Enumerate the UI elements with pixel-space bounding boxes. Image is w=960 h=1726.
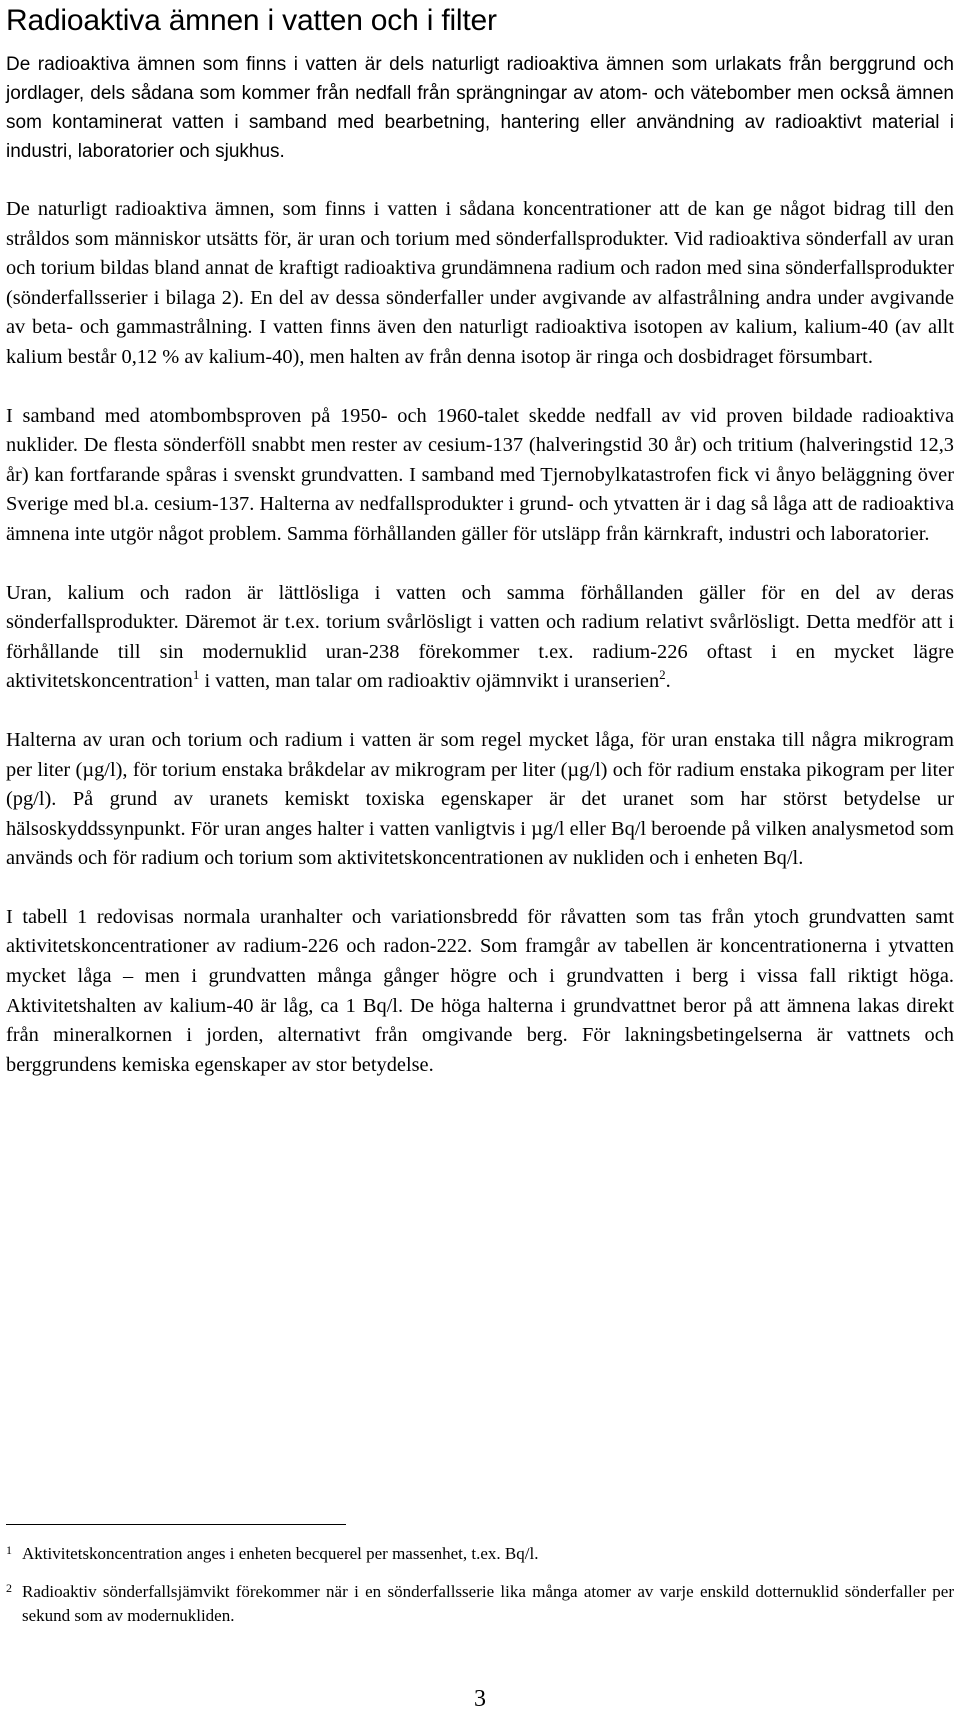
footnotes [6,1542,954,1642]
footnote-text: Aktivitetskoncentration anges i enheten becquerel per massenhet, t.ex. Bq/l. [22,1544,539,1563]
footnote-ref-1[interactable]: 1 [192,667,200,683]
paragraph-natural-radioactivity: De naturligt radioaktiva ämnen, som finns i vatten i sådana koncentrationer att de kan ge något bidrag till den stråldos som människor utsätts för, är uran och torium med sönderfallsprodukter. Vid radioaktiva sönderfall av uran och torium bildas bland annat de kraftigt radioaktiva grundämnena radium och radon med sina sönderfallsprodukter (sönderfallsserier i bilaga 2). En del av dessa sönderfaller under avgivande av alfastrålning andra under avgivande av beta- och gammastrålning. I vatten finns även den naturligt radioaktiva isotopen av kalium, kalium-40 (av allt kalium består 0,12 % av kalium-40), men halten av från denna isotop är ringa och dosbidraget försumbart. [6,198,954,368]
paragraph-table-reference: I tabell 1 redovisas normala uranhalter och variationsbredd för råvatten som tas från ytoch grundvatten samt aktivitetskoncentrationer av radium-226 och radon-222. Som framgår av tabellen är koncentrationerna i ytvatten mycket låga – men i grundvatten många gånger högre och i grundvatten i berg i vissa fall riktigt höga. Aktivitetshalten av kalium-40 är låg, ca 1 Bq/l. De höga halterna i grundvattnet beror på att ämnena lakas direkt från mineralkornen i jorden, alternativt från omgivande berg. För lakningsbetingelserna är vattnets och berggrundens kemiska egenskaper av stor betydelse. [6,905,954,1076]
page-number: 3 [474,1686,486,1712]
footnote-2 [6,1580,954,1628]
paragraph-solubility [6,579,954,697]
footnote-separator [6,1524,346,1525]
paragraph-fallout: I samband med atombombsproven på 1950- och 1960-talet skedde nedfall av vid proven bildade radioaktiva nuklider. De flesta sönderföll snabbt men rester av cesium-137 (halveringstid 30 år) och tritium (halveringstid 12,3 år) kan fortfarande spåras i svenskt grundvatten. I samband med Tjernobylkatastrofen fick vi ånyo beläggning över Sverige med bl.a. cesium-137. Halterna av nedfallsprodukter i grund- och ytvatten är i dag så låga att de radioaktiva ämnena inte utgör något problem. Samma förhållanden gäller för utsläpp från kärnkraft, industri och laboratorier. [6,404,954,545]
footnote-ref-2[interactable]: 2 [659,667,666,683]
paragraph-spacer [6,874,954,903]
intro-paragraph: De radioaktiva ämnen som finns i vatten är dels naturligt radioaktiva ämnen som urlakats från berggrund och jordlager, dels sådana som kommer från nedfall från sprängningar av atom- och vätebomber men också ämnen som kontaminerat vatten i samband med bearbetning, hantering eller användning av radioaktivt material i industri, laboratorier och sjukhus. [6,54,954,162]
paragraph-spacer [6,550,954,579]
footnote-text: Radioaktiv sönderfallsjämvikt förekommer när i en sönderfallsserie lika många atomer av varje enskild dotternuklid sönderfaller per sekund som av modernukliden. [22,1582,954,1625]
footnote-number: 2 [6,1581,12,1595]
paragraph-spacer [6,373,954,402]
paragraph-solubility-part3: . [665,670,671,693]
footnote-number: 1 [6,1543,12,1557]
paragraph-solubility-part1: Uran, kalium och radon är lättlösliga i vatten och samma förhållanden gäller för en del av deras sönderfallsprodukter. Däremot är t.ex. torium svårlösligt i vatten och radium relativt svårlösligt. Detta medför att i förhållande till sin modernuklid uran-238 förekommer t.ex. radium-226 oftast i en mycket lägre aktivitetskoncentration [6,581,954,693]
document-page [6,0,954,1080]
paragraph-solubility-part2: i vatten, man talar om radioaktiv ojämnvikt i uranserien [199,670,660,693]
footnote-1 [6,1542,954,1566]
paragraph-concentrations: Halterna av uran och torium och radium i vatten är som regel mycket låga, för uran enstaka till några mikrogram per liter (µg/l), för torium enstaka bråkdelar av mikrogram per liter (µg/l) och för radium enstaka pikogram per liter (pg/l). På grund av uranets kemiskt toxiska egenskaper är det uranet som har störst betydelse ur hälsoskyddssynpunkt. För uran anges halter i vatten vanligtvis i µg/l eller Bq/l beroende på vilken analysmetod som används och för radium och torium som aktivitetskoncentrationen av nukliden och i enheten Bq/l. [6,728,954,870]
paragraph-spacer [6,697,954,726]
document-title: Radioaktiva ämnen i vatten och i filter [6,4,497,37]
paragraph-spacer [6,166,954,195]
